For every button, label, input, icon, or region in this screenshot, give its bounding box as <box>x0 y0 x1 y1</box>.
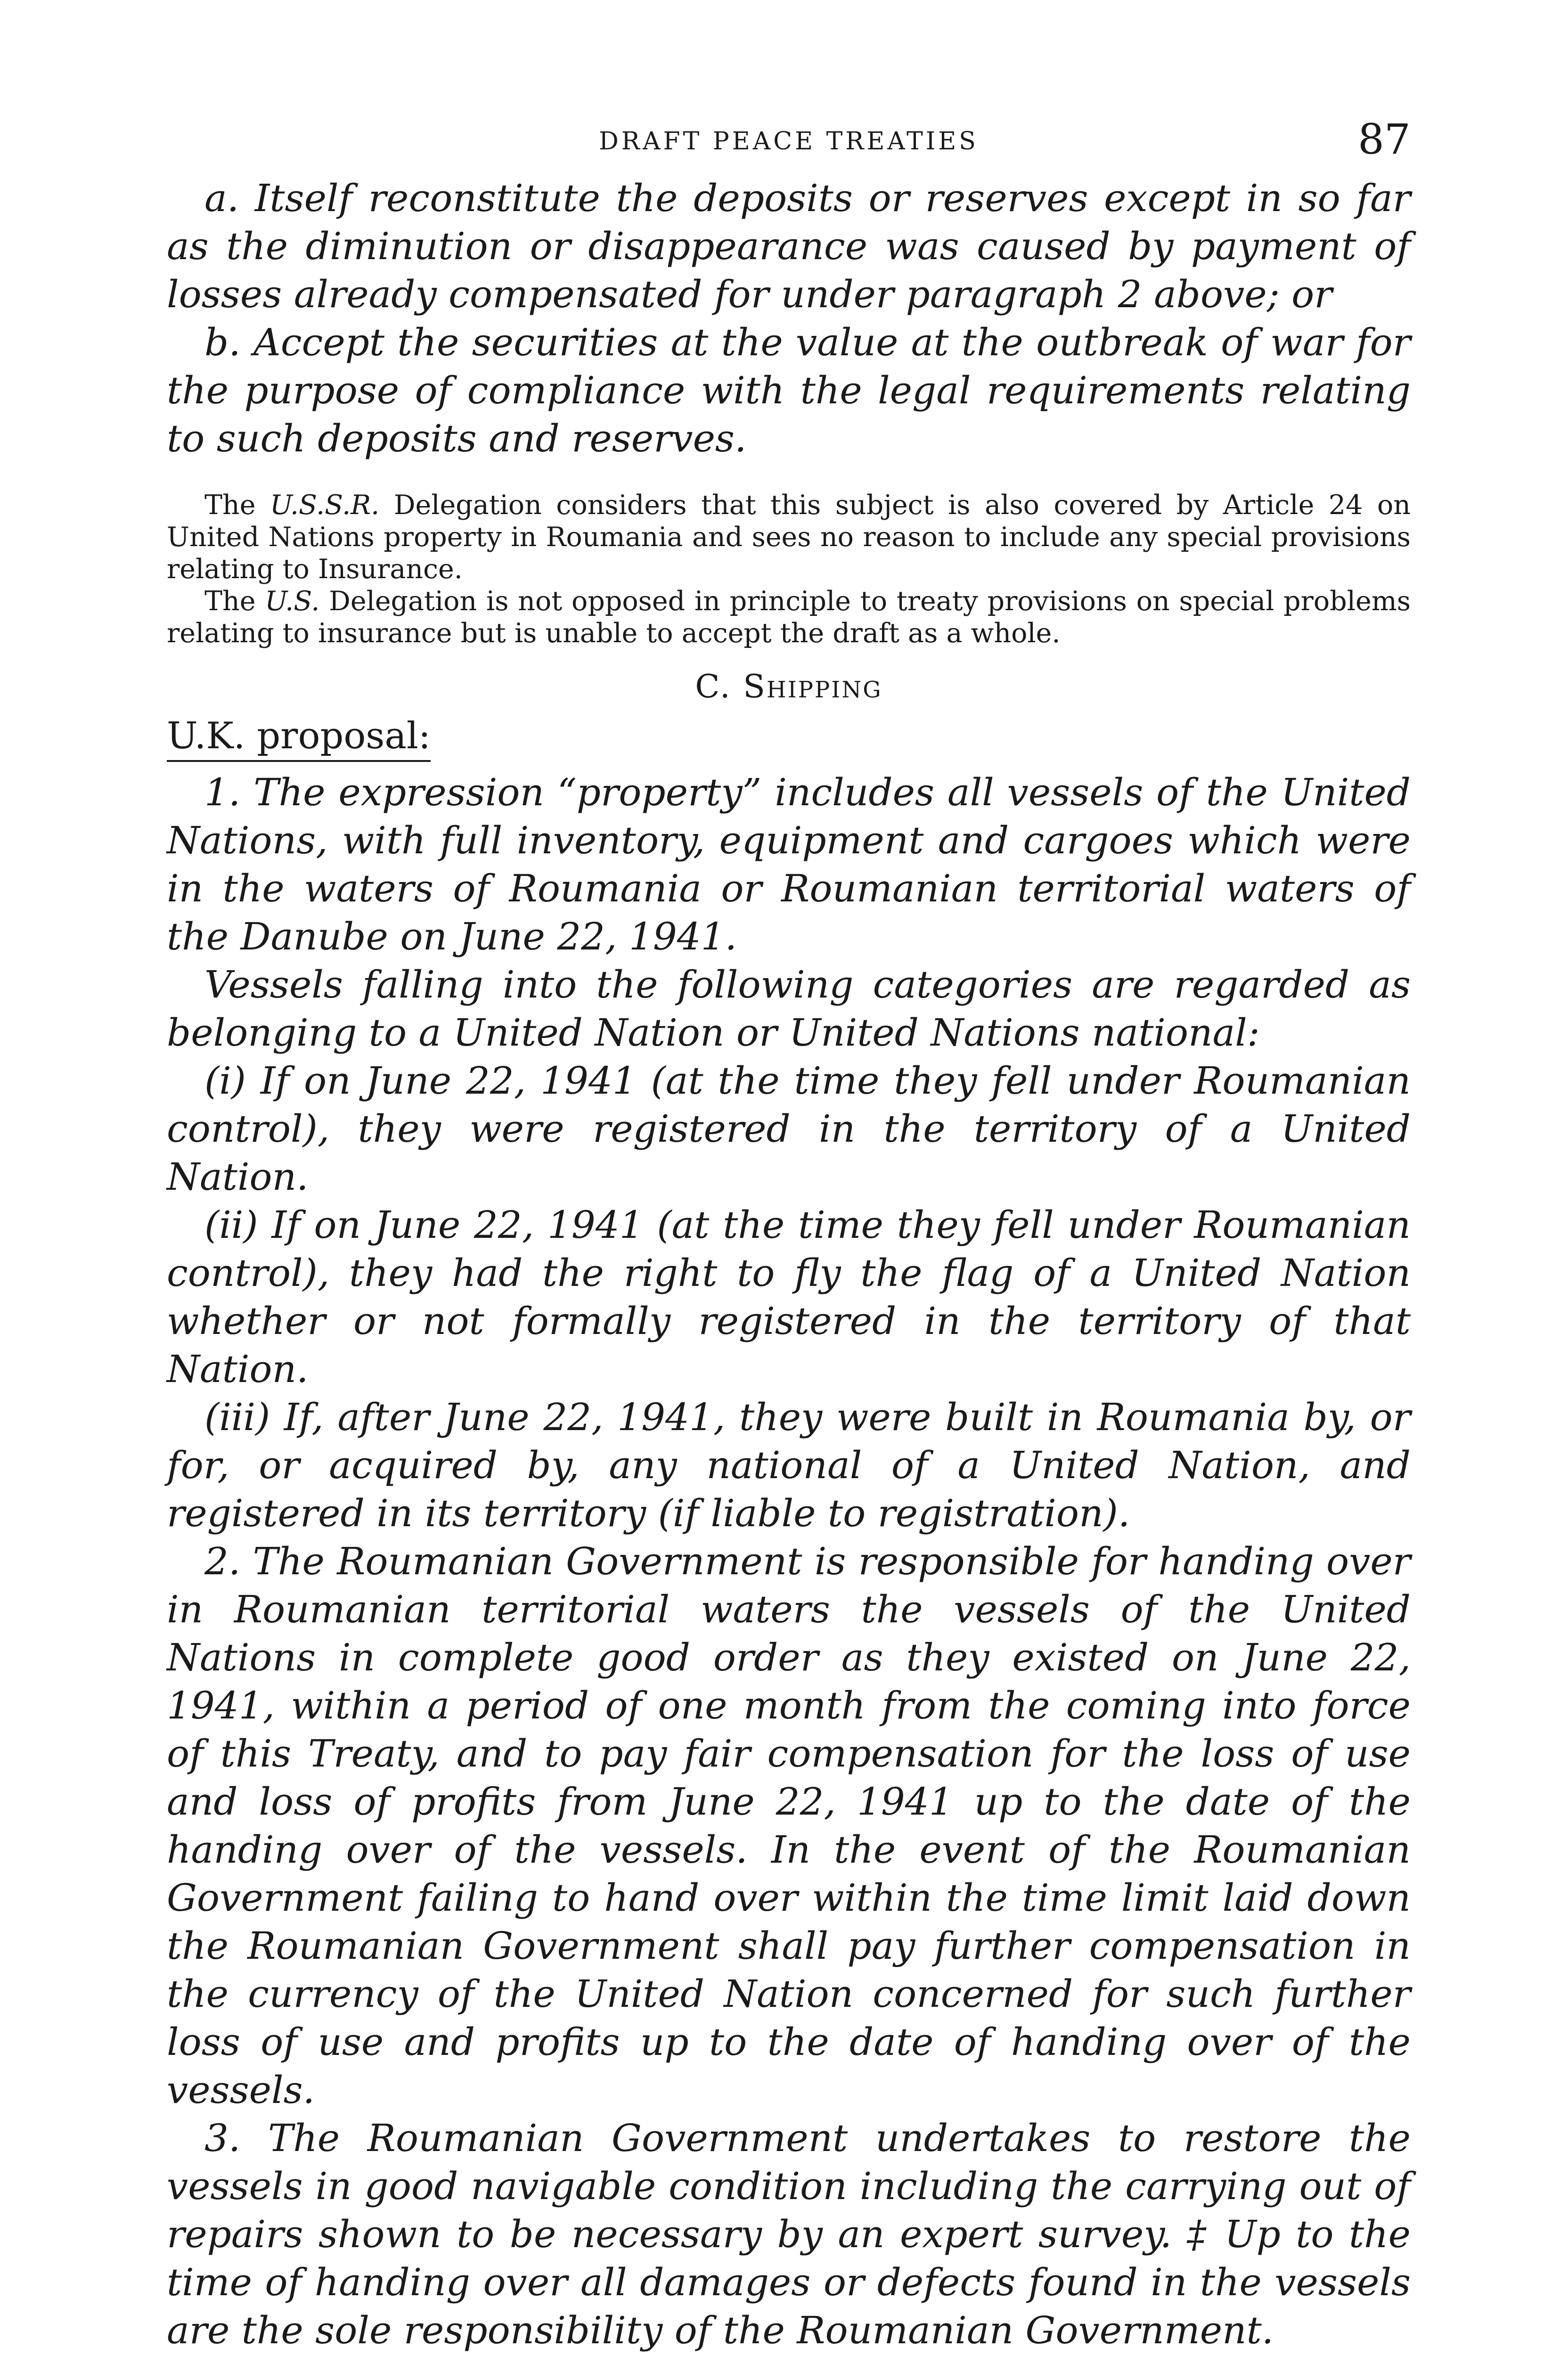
running-title: DRAFT PEACE TREATIES <box>599 127 979 155</box>
proposal-label: U.K. proposal: <box>167 715 431 762</box>
category-iii: (iii) If, after June 22, 1941, they were built in Roumania by, or for, or acquired by, any national of a United Nation, and registered in its territory (if liable to registration). <box>167 1395 1411 1535</box>
document-page <box>167 108 1411 2356</box>
paragraph-2: 2. The Roumanian Government is responsible for handing over in Roumanian territorial waters the vessels of the United Nations in complete good order as they existed on June 22, 1941, within a period of one month from the coming into force of this Treaty, and to pay fair compensation for the loss of use and loss of profits from June 22, 1941 up to the date of the handing over of the vessels. In the event of the Roumanian Government failing to hand over within the time limit laid down the Roumanian Government shall pay further compensation in the currency of the United Nation concerned for such further loss of use and profits up to the date of handing over of the vessels. <box>167 1539 1411 2112</box>
section-heading: C. Shipping <box>695 668 882 705</box>
ussr-delegation-name: U.S.S.R. <box>270 490 380 521</box>
vessels-categories-intro: Vessels falling into the following categories are regarded as belonging to a United Nation or United Nations national: <box>167 963 1411 1055</box>
ussr-delegation-note <box>167 489 1411 585</box>
running-header <box>167 108 1411 174</box>
category-ii: (ii) If on June 22, 1941 (at the time they fell under Roumanian control), they had the right to fly the flag of a United Nation whether or not formally registered in the territory of that Nation. <box>167 1203 1411 1391</box>
category-i: (i) If on June 22, 1941 (at the time they fell under Roumanian control), they were registered in the territory of a United Nation. <box>167 1059 1411 1199</box>
ussr-note-text: Delegation considers that this subject is also covered by Article 24 on United Nations property in Roumania and sees no reason to include any special provisions relating to Insurance. <box>167 490 1411 585</box>
us-delegation-name: U.S. <box>265 586 320 617</box>
us-note-lead: The <box>204 586 265 617</box>
paragraph-3: 3. The Roumanian Government undertakes to restore the vessels in good navigable condition including the carrying out of repairs shown to be necessary by an expert survey. ‡ Up to the time of handing over all damages or defects found in the vessels are the sole responsibility of the Roumanian Government. <box>167 2116 1411 2352</box>
us-delegation-note <box>167 585 1411 649</box>
paragraph-1: 1. The expression “property” includes all vessels of the United Nations, with full inventory, equipment and cargoes which were in the waters of Roumania or Roumanian territorial waters of the Danube on June 22, 1941. <box>167 770 1411 958</box>
paragraph-a: a. Itself reconstitute the deposits or reserves except in so far as the diminution or disappearance was caused by payment of losses already compensated for under paragraph 2 above; or <box>167 176 1411 316</box>
ussr-note-lead: The <box>204 490 270 521</box>
paragraph-b: b. Accept the securities at the value at the outbreak of war for the purpose of compliance with the legal requirements relating to such deposits and reserves. <box>167 320 1411 460</box>
proposal-label-row <box>167 715 1411 769</box>
page-number: 87 <box>1358 115 1411 164</box>
us-note-text: Delegation is not opposed in principle to treaty provisions on special problems relating to insurance but is unable to accept the draft as a whole. <box>167 586 1411 649</box>
